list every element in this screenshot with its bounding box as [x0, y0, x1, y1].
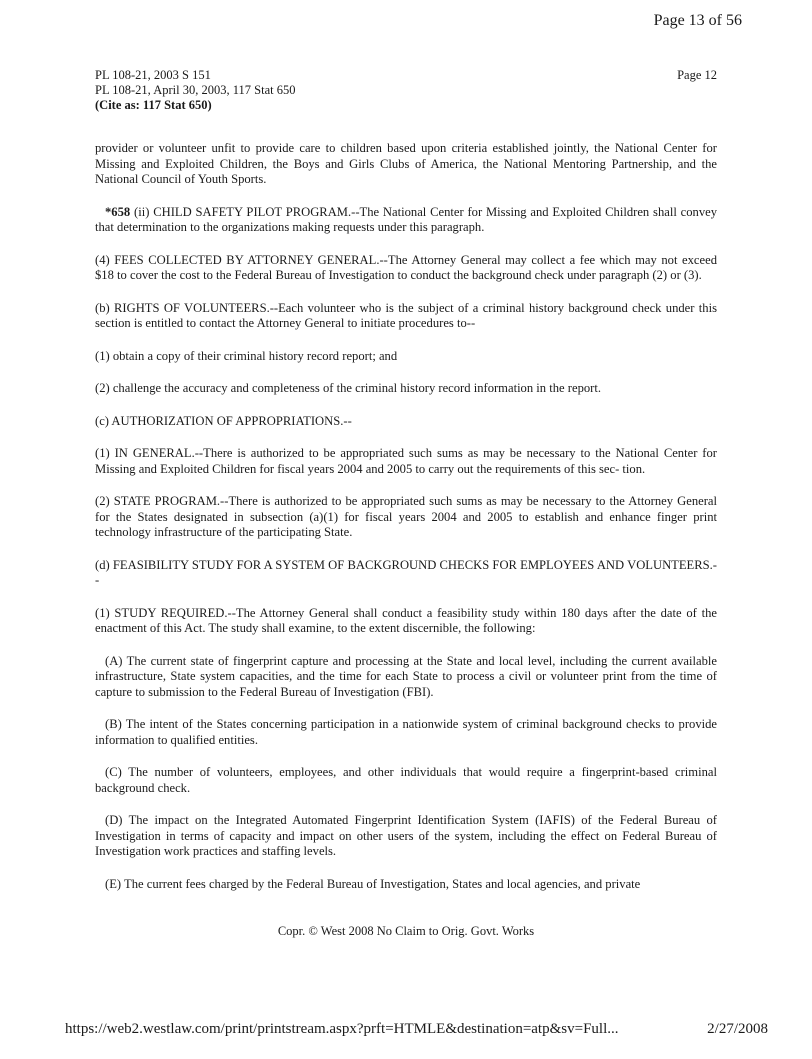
paragraph: (c) AUTHORIZATION OF APPROPRIATIONS.-- — [95, 413, 352, 428]
paragraph: (A) The current state of fingerprint capture and processing at the State and local level, including the current available infrastructure, State system capacities, and the time for each State to process a civil or volunteer print from the time of capture to submission to the Federal Bureau of Investigation (FBI). — [95, 653, 717, 699]
paragraph: (2) challenge the accuracy and completeness of the criminal history record information in the report. — [95, 381, 602, 395]
paragraph: (1) IN GENERAL.--There is authorized to be appropriated such sums as may be necessary to the National Center for Missing and Exploited Children for fiscal years 2004 and 2005 to carry out the requirements of this sec- tion. — [95, 446, 717, 476]
citation-block — [95, 68, 295, 113]
source-url: https://web2.westlaw.com/print/printstream.aspx?prft=HTMLE&destination=atp&sv=Full... — [65, 1021, 619, 1037]
page-number: Page 12 — [677, 68, 717, 82]
paragraph: (b) RIGHTS OF VOLUNTEERS.--Each volunteer who is the subject of a criminal history background check under this section is entitled to contact the Attorney General to initiate procedures to-- — [95, 300, 717, 330]
paragraph: provider or volunteer unfit to provide care to children based upon criteria established jointly, the National Center for Missing and Exploited Children, the Boys and Girls Clubs of America, the National Mentoring Partnership, and the National Council of Youth Sports. — [95, 141, 717, 186]
citation-line: PL 108-21, April 30, 2003, 117 Stat 650 — [95, 83, 296, 97]
print-date: 2/27/2008 — [707, 1021, 768, 1037]
citation-line: PL 108-21, 2003 S 151 — [95, 68, 211, 82]
copyright-notice: Copr. © West 2008 No Claim to Orig. Govt. Works — [277, 924, 535, 938]
page-count: Page 13 of 56 — [653, 12, 742, 29]
paragraph: (d) FEASIBILITY STUDY FOR A SYSTEM OF BACKGROUND CHECKS FOR EMPLOYEES AND VOLUNTEERS.-- — [95, 557, 717, 587]
paragraph: (4) FEES COLLECTED BY ATTORNEY GENERAL.--The Attorney General may collect a fee which may not exceed $18 to cover the cost to the Federal Bureau of Investigation to conduct the background check under paragraph (2) or (3). — [95, 252, 717, 282]
paragraph-text: (ii) CHILD SAFETY PILOT PROGRAM.--The National Center for Missing and Exploited Children shall convey that determination to the organizations making requests under this paragraph. — [95, 204, 718, 234]
paragraph: (2) STATE PROGRAM.--There is authorized to be appropriated such sums as may be necessary to the Attorney General for the States designated in subsection (a)(1) for fiscal years 2004 and 2005 to establish and enhance finger print technology infrastructure of the participating State. — [95, 494, 717, 539]
paragraph: (1) STUDY REQUIRED.--The Attorney General shall conduct a feasibility study within 180 days after the date of the enactment of this Act. The study shall examine, to the extent discernible, the following: — [95, 605, 717, 635]
document-body — [95, 141, 717, 909]
paragraph: (E) The current fees charged by the Federal Bureau of Investigation, States and local agencies, and private — [105, 876, 641, 891]
paragraph — [95, 205, 717, 236]
paragraph: (C) The number of volunteers, employees, and other individuals that would require a fingerprint-based criminal background check. — [95, 765, 717, 795]
paragraph: (1) obtain a copy of their criminal history record report; and — [95, 348, 398, 363]
star-page-marker: *658 — [105, 204, 131, 219]
paragraph: (D) The impact on the Integrated Automated Fingerprint Identification System (IAFIS) of the Federal Bureau of Investigation in terms of capacity and impact on other users of the system, including the effect on Federal Bureau of Investigation work practices and staffing levels. — [95, 813, 717, 858]
paragraph: (B) The intent of the States concerning participation in a nationwide system of criminal background checks to provide information to qualified entities. — [95, 717, 717, 747]
cite-as-line: (Cite as: 117 Stat 650) — [95, 98, 212, 112]
